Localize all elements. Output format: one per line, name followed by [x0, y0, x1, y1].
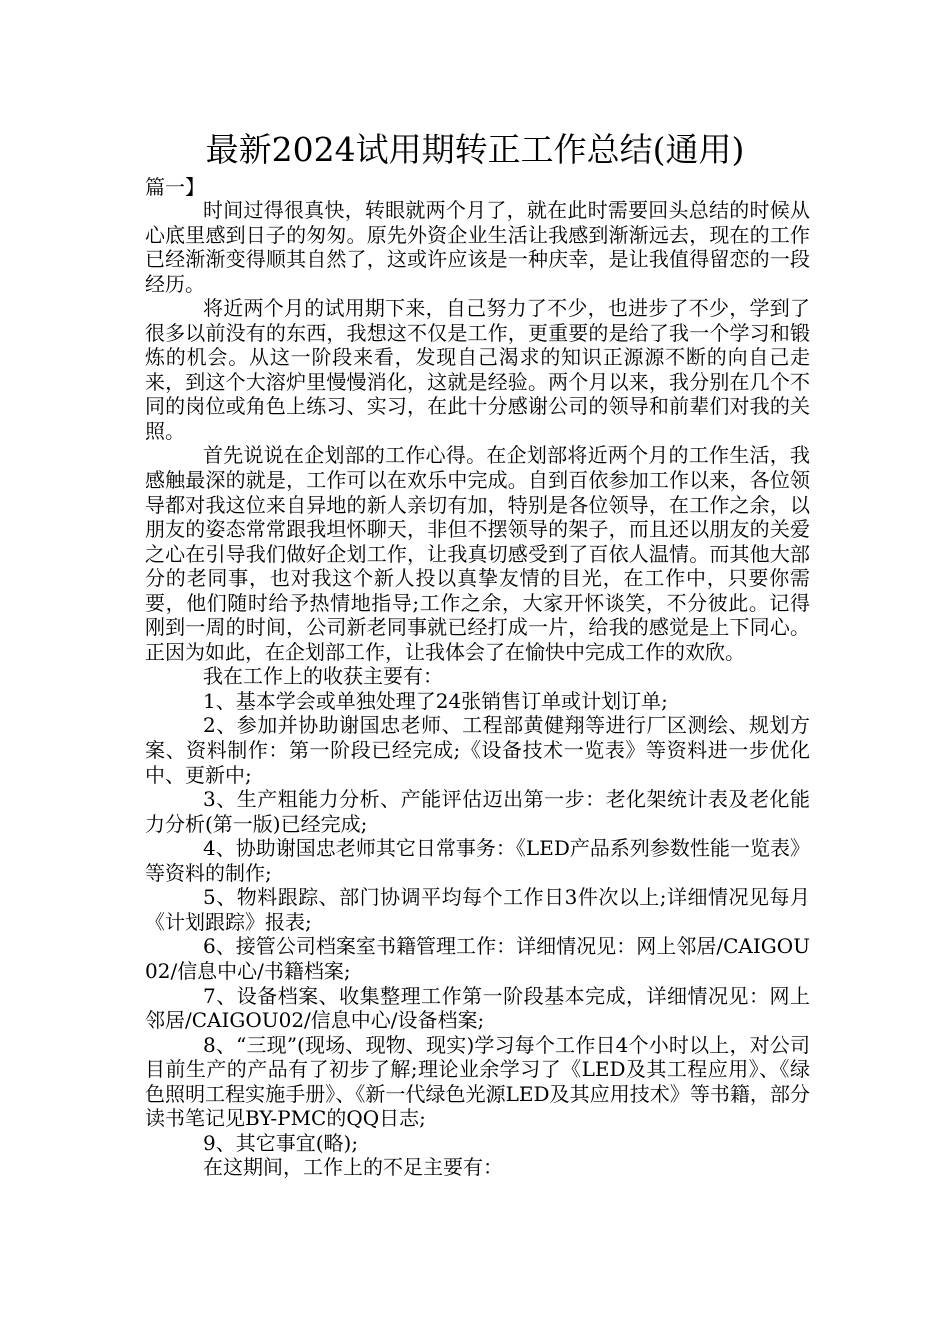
paragraph-intro: 时间过得很真快，转眼就两个月了，就在此时需要回头总结的时候从心底里感到日子的匆匆。原先外资企业生活让我感到渐渐远去，现在的工作已经渐渐变得顺其自然了，这或许应该是一种庆幸，是让我值得留恋的一段经历。 [145, 198, 810, 296]
document-body [145, 198, 810, 1180]
list-item-2: 2、参加并协助谢国忠老师、工程部黄健翔等进行厂区测绘、规划方案、资料制作：第一阶段已经完成;《设备技术一览表》等资料进一步优化中、更新中; [145, 713, 810, 787]
paragraph-shortcomings-heading: 在这期间，工作上的不足主要有： [203, 1155, 503, 1180]
list-item-4: 4、协助谢国忠老师其它日常事务：《LED产品系列参数性能一览表》等资料的制作; [145, 836, 810, 885]
document-title: 最新2024试用期转正工作总结(通用) [205, 130, 745, 169]
list-item-7: 7、设备档案、收集整理工作第一阶段基本完成，详细情况见：网上邻居/CAIGOU02/信息中心/设备档案; [145, 983, 810, 1033]
list-item-8: 8、“三现”(现场、现物、现实)学习每个工作日4个小时以上，对公司目前生产的产品有了初步了解;理论业余学习了《LED及其工程应用》、《绿色照明工程实施手册》、《新一代绿色光源LED及其应用技术》等书籍，部分读书笔记见BY-PMC的QQ日志; [145, 1032, 810, 1131]
paragraph-planning-dept: 首先说说在企划部的工作心得。在企划部将近两个月的工作生活，我感触最深的就是，工作可以在欢乐中完成。自到百依参加工作以来，各位领导都对我这位来自异地的新人亲切有加，特别是各位领导，在工作之余，以朋友的姿态常常跟我坦怀聊天，非但不摆领导的架子，而且还以朋友的关爱之心在引导我们做好企划工作，让我真切感受到了百依人温情。而其他大部分的老同事，也对我这个新人投以真挚友情的目光，在工作中，只要你需要，他们随时给予热情地指导;工作之余，大家开怀谈笑，不分彼此。记得刚到一周的时间，公司新老同事就已经打成一片，给我的感觉是上下同心。正因为如此，在企划部工作，让我体会了在愉快中完成工作的欢欣。 [145, 443, 810, 664]
list-item-5: 5、物料跟踪、部门协调平均每个工作日3件次以上;详细情况见每月《计划跟踪》报表; [145, 885, 810, 934]
list-item-3: 3、生产粗能力分析、产能评估迈出第一步：老化架统计表及老化能力分析(第一版)已经完成; [145, 787, 810, 836]
section-label: 篇一】 [145, 175, 205, 199]
list-item-6: 6、接管公司档案室书籍管理工作：详细情况见：网上邻居/CAIGOU02/信息中心/书籍档案; [145, 934, 810, 983]
list-item-1: 1、基本学会或单独处理了24张销售订单或计划订单; [203, 688, 668, 713]
paragraph-progress: 将近两个月的试用期下来，自己努力了不少，也进步了不少，学到了很多以前没有的东西，我想这不仅是工作，更重要的是给了我一个学习和锻炼的机会。从这一阶段来看，发现自己渴求的知识正源源不断的向自己走来，到这个大溶炉里慢慢消化，这就是经验。两个月以来，我分别在几个不同的岗位或角色上练习、实习，在此十分感谢公司的领导和前辈们对我的关照。 [145, 296, 810, 443]
paragraph-gains-heading: 我在工作上的收获主要有： [203, 664, 443, 689]
list-item-9: 9、其它事宜(略); [203, 1130, 359, 1155]
